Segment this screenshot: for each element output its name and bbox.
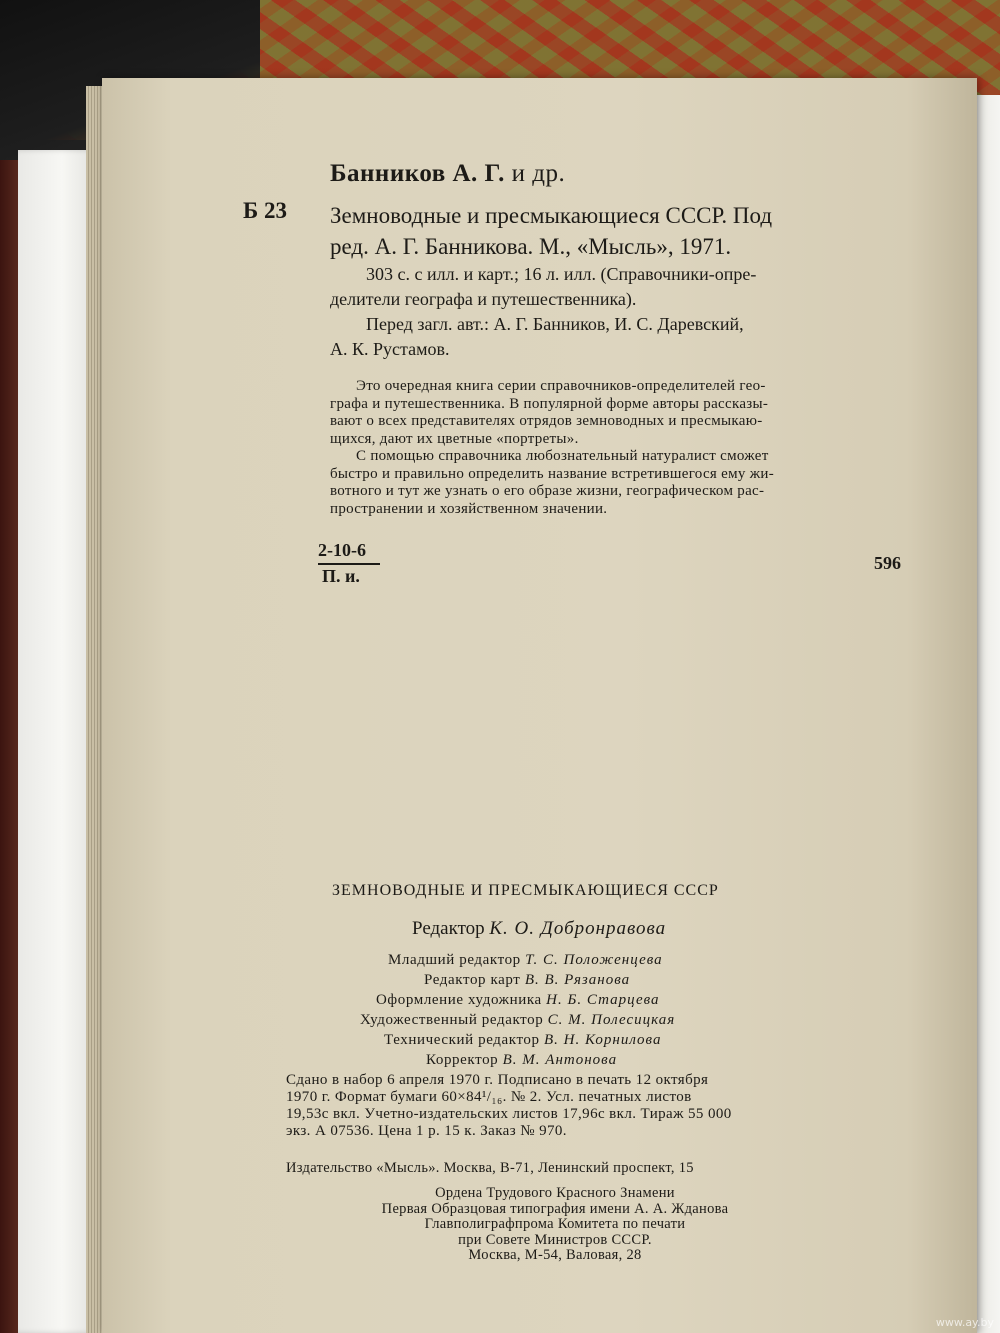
book-title: [330, 200, 910, 262]
printer-info: [320, 1186, 790, 1264]
desc-line: делители географа и путешественника).: [330, 289, 637, 309]
annotation-line: пространении и хозяйственном значении.: [330, 500, 608, 517]
author-suffix: и др.: [511, 160, 566, 187]
credit-name: В. Н. Корнилова: [544, 1032, 662, 1048]
index-divider: [318, 563, 380, 565]
credit-role: Корректор: [426, 1052, 499, 1068]
colophon-title: ЗЕМНОВОДНЫЕ И ПРЕСМЫКАЮЩИЕСЯ СССР: [332, 882, 719, 899]
imprint: [286, 1072, 826, 1140]
credit-line: [426, 1052, 617, 1069]
imprint-line: 1970 г. Формат бумаги 60×84¹/₁₆. № 2. Усл. печатных листов: [286, 1089, 692, 1105]
annotation-line: Это очередная книга серии справочников-определителей гео-: [356, 378, 766, 394]
authors-line: Перед загл. авт.: А. Г. Банников, И. С. Даревский,: [366, 314, 744, 334]
annotation-line: щихся, дают их цветные «портреты».: [330, 430, 579, 447]
printer-line: Главполиграфпрома Комитета по печати: [424, 1216, 686, 1232]
physical-description: [330, 262, 916, 312]
credit-role: Технический редактор: [384, 1032, 540, 1048]
credit-name: В. М. Антонова: [502, 1052, 618, 1068]
printer-line: при Совете Министров СССР.: [458, 1231, 652, 1248]
annotation-line: быстро и правильно определить название встретившегося ему жи-: [330, 465, 775, 482]
card-number: 596: [874, 553, 901, 573]
credit-line: [384, 1032, 661, 1049]
credit-role: Младший редактор: [388, 952, 521, 968]
credit-name: Н. Б. Старцева: [546, 992, 660, 1008]
publisher-line: Издательство «Мысль». Москва, В-71, Ленинский проспект, 15: [286, 1160, 694, 1176]
title-line: Земноводные и пресмыкающиеся СССР. Под: [330, 203, 773, 228]
credit-line: [376, 992, 660, 1009]
printer-line: Первая Образцовая типография имени А. А. Жданова: [381, 1200, 729, 1217]
imprint-line: 19,53с вкл. Учетно-издательских листов 17,96с вкл. Тираж 55 000: [286, 1106, 732, 1122]
credit-role: Редактор карт: [424, 972, 521, 988]
authors-note: [330, 312, 916, 362]
imprint-line: экз. А 07536. Цена 1 р. 15 к. Заказ № 970.: [286, 1123, 567, 1139]
author-name: Банников А. Г.: [330, 160, 505, 187]
editor-label: Редактор: [412, 918, 485, 939]
printer-line: Ордена Трудового Красного Знамени: [435, 1185, 675, 1201]
annotation-line: вотного и тут же узнать о его образе жизни, географическом рас-: [330, 483, 765, 499]
watermark: www.ay.by: [935, 1316, 994, 1329]
authors-line: А. К. Рустамов.: [330, 339, 450, 359]
index-top: 2-10-6: [318, 540, 366, 560]
editor-name: К. О. Добронравова: [489, 918, 667, 939]
index-bottom: П. и.: [322, 566, 360, 586]
annotation: [330, 378, 910, 518]
imprint-line: Сдано в набор 6 апреля 1970 г. Подписано в печать 12 октября: [286, 1072, 709, 1088]
credit-name: Т. С. Положенцева: [525, 952, 663, 968]
editor-line: [412, 918, 666, 940]
credit-role: Оформление художника: [376, 992, 542, 1008]
credit-line: [360, 1012, 675, 1029]
credit-line: [424, 972, 630, 989]
printer-line: Москва, М-54, Валовая, 28: [468, 1247, 642, 1263]
annotation-line: вают о всех представителях отрядов земноводных и пресмыкаю-: [330, 413, 763, 429]
credit-name: В. В. Рязанова: [524, 972, 631, 988]
credit-line: [388, 952, 663, 969]
credit-name: С. М. Полесицкая: [547, 1012, 676, 1028]
class-code: Б 23: [243, 198, 287, 223]
author-heading: [330, 160, 565, 188]
annotation-line: С помощью справочника любознательный натуралист сможет: [356, 448, 769, 464]
title-line: ред. А. Г. Банникова. М., «Мысль», 1971.: [330, 234, 732, 259]
side-background: [0, 160, 20, 1333]
annotation-line: графа и путешественника. В популярной форме авторы рассказы-: [330, 395, 769, 412]
desc-line: 303 с. с илл. и карт.; 16 л. илл. (Справочники-опре-: [366, 264, 757, 284]
credit-role: Художественный редактор: [360, 1012, 544, 1028]
